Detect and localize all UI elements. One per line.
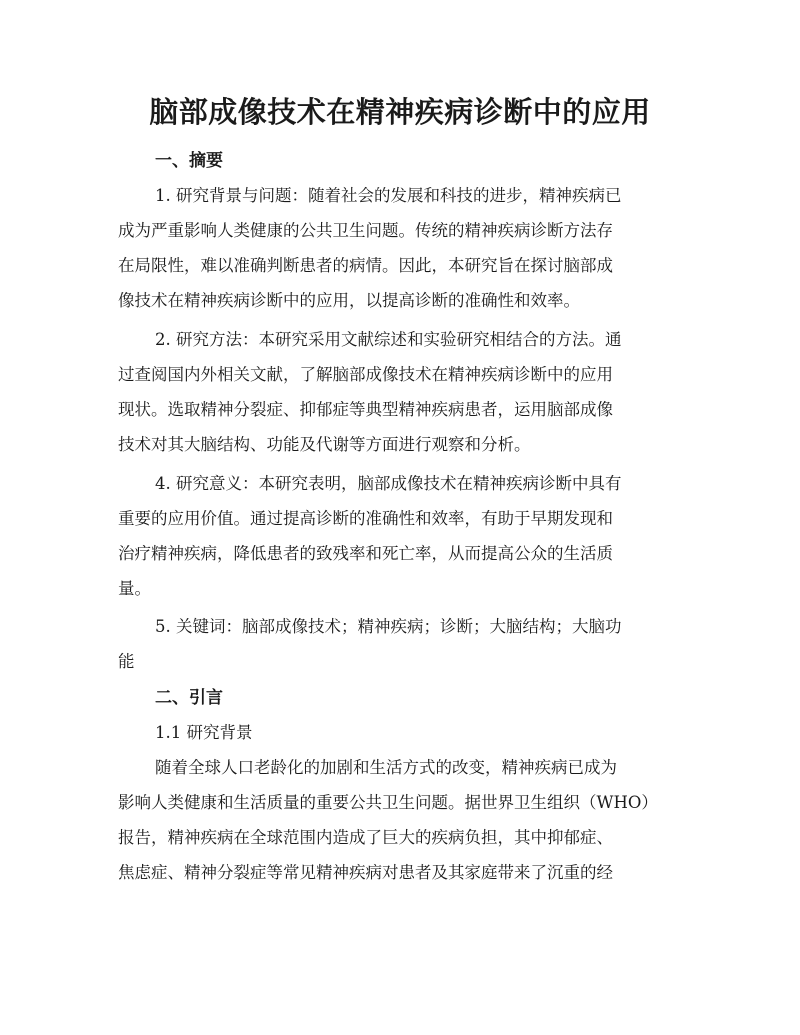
paragraph-line: 在局限性，难以准确判断患者的病情。因此，本研究旨在探讨脑部成 bbox=[118, 256, 613, 275]
paragraph-line: 4. 研究意义：本研究表明，脑部成像技术在精神疾病诊断中具有 bbox=[155, 474, 622, 493]
paragraph-line: 成为严重影响人类健康的公共卫生问题。传统的精神疾病诊断方法存 bbox=[118, 221, 613, 240]
paragraph-line: 现状。选取精神分裂症、抑郁症等典型精神疾病患者，运用脑部成像 bbox=[118, 400, 613, 419]
paragraph-line: 量。 bbox=[118, 579, 151, 598]
paragraph-line: 影响人类健康和生活质量的重要公共卫生问题。据世界卫生组织（WHO） bbox=[118, 793, 658, 812]
document-title: 脑部成像技术在精神疾病诊断中的应用 bbox=[149, 95, 651, 129]
paragraph-line: 1. 研究背景与问题：随着社会的发展和科技的进步，精神疾病已 bbox=[155, 186, 622, 205]
paragraph-line: 治疗精神疾病，降低患者的致残率和死亡率，从而提高公众的生活质 bbox=[118, 544, 613, 563]
paragraph-line: 重要的应用价值。通过提高诊断的准确性和效率，有助于早期发现和 bbox=[118, 509, 613, 528]
paragraph-line: 焦虑症、精神分裂症等常见精神疾病对患者及其家庭带来了沉重的经 bbox=[118, 863, 613, 882]
paragraph-line: 过查阅国内外相关文献，了解脑部成像技术在精神疾病诊断中的应用 bbox=[118, 365, 613, 384]
abstract-paragraph-significance bbox=[118, 466, 678, 606]
section-heading-abstract: 一、摘要 bbox=[155, 151, 223, 171]
abstract-paragraph-keywords bbox=[118, 609, 678, 679]
abstract-paragraph-methods bbox=[118, 322, 678, 462]
paragraph-line: 2. 研究方法：本研究采用文献综述和实验研究相结合的方法。通 bbox=[155, 330, 622, 349]
paragraph-line: 能 bbox=[118, 652, 135, 671]
paragraph-line: 随着全球人口老龄化的加剧和生活方式的改变，精神疾病已成为 bbox=[155, 758, 617, 777]
introduction-paragraph bbox=[118, 750, 678, 890]
paragraph-line: 报告，精神疾病在全球范围内造成了巨大的疾病负担，其中抑郁症、 bbox=[118, 828, 613, 847]
paragraph-line: 5. 关键词：脑部成像技术；精神疾病；诊断；大脑结构；大脑功 bbox=[155, 617, 622, 636]
subsection-heading-background: 1.1 研究背景 bbox=[155, 723, 253, 742]
section-heading-introduction: 二、引言 bbox=[155, 688, 223, 708]
paragraph-line: 像技术在精神疾病诊断中的应用，以提高诊断的准确性和效率。 bbox=[118, 291, 580, 310]
abstract-paragraph-background bbox=[118, 178, 678, 318]
paragraph-line: 技术对其大脑结构、功能及代谢等方面进行观察和分析。 bbox=[118, 435, 531, 454]
